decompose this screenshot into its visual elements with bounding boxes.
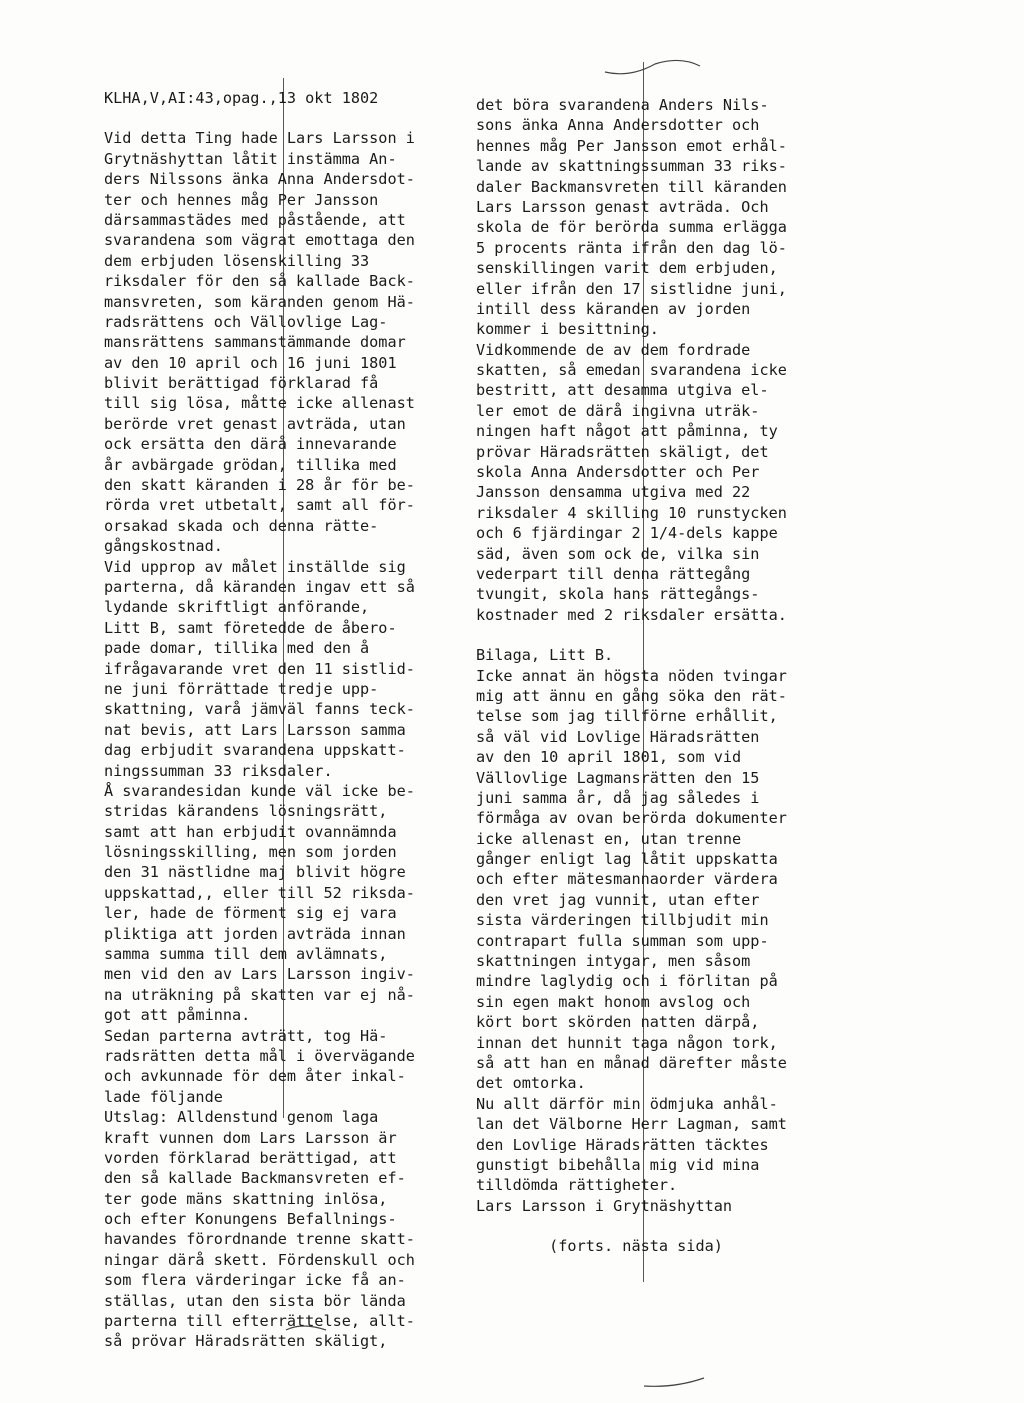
text-line: som flera värderingar icke få an-: [104, 1271, 406, 1290]
left-text-column: [104, 88, 449, 1352]
text-line: den Lovlige Häradsrätten täcktes: [476, 1135, 769, 1154]
text-line: Grytnäshyttan låtit instämma An-: [104, 149, 397, 168]
text-line: mig att ännu en gång söka den rät-: [476, 686, 787, 705]
scan-mark-bottom-right: [640, 1372, 710, 1392]
text-line: och efter mätesmannaorder värdera: [476, 870, 778, 889]
text-line: uppskattad,, eller till 52 riksda-: [104, 883, 415, 902]
text-line: ler emot de därå ingivna uträk-: [476, 401, 760, 420]
text-line: dag erbjudit svarandena uppskatt-: [104, 741, 406, 760]
blank-line: [476, 1216, 821, 1236]
text-line: orsakad skada och denna rätte-: [104, 516, 379, 535]
text-line: icke allenast en, utan trenne: [476, 829, 742, 848]
text-line: radsrätten detta mål i övervägande: [104, 1046, 415, 1065]
text-line: sons änka Anna Andersdotter och: [476, 116, 760, 135]
text-line: lade följande: [104, 1087, 223, 1106]
text-line: berörde vret genast avträda, utan: [104, 414, 406, 433]
text-line: sin egen makt honom avslog och: [476, 992, 751, 1011]
text-line: Sedan parterna avträtt, tog Hä-: [104, 1026, 388, 1045]
text-line: gångskostnad.: [104, 537, 223, 556]
text-line: säd, även som ock de, vilka sin: [476, 544, 760, 563]
text-line: got att påminna.: [104, 1006, 251, 1025]
text-line: daler Backmansvreten till käranden: [476, 177, 787, 196]
text-line: senskillingen varit dem erbjuden,: [476, 259, 778, 278]
text-line: Å svarandesidan kunde väl icke be-: [104, 781, 415, 800]
text-line: det omtorka.: [476, 1074, 586, 1093]
text-line: skattningen intygar, men såsom: [476, 952, 751, 971]
text-line: skola de för berörda summa erlägga: [476, 218, 787, 237]
text-line: det böra svarandena Anders Nils-: [476, 96, 769, 114]
text-line: kommer i besittning.: [476, 320, 659, 339]
text-line: hennes måg Per Jansson emot erhål-: [476, 136, 787, 155]
text-line: ställas, utan den sista bör lända: [104, 1291, 406, 1310]
text-line: prövar Häradsrätten skäligt, det: [476, 442, 769, 461]
text-line: vorden förklarad berättigad, att: [104, 1148, 397, 1167]
right-text-column: [476, 95, 821, 1256]
text-line: Bilaga, Litt B.: [476, 646, 614, 665]
text-line: skatten, så emedan svarandena icke: [476, 361, 787, 380]
text-line: havandes förordnande trenne skatt-: [104, 1230, 415, 1249]
text-line: lande av skattningssumman 33 riks-: [476, 157, 787, 176]
text-line: stridas kärandens lösningsrätt,: [104, 802, 388, 821]
text-line: bestritt, att desamma utgiva el-: [476, 381, 769, 400]
text-line: dem erbjuden lösenskilling 33: [104, 251, 370, 270]
text-line: ders Nilssons änka Anna Andersdot-: [104, 170, 415, 189]
text-line: men vid den av Lars Larsson ingiv-: [104, 965, 415, 984]
text-line: parterna till efterrättelse, allt-: [104, 1312, 415, 1331]
text-line: contrapart fulla summan som upp-: [476, 931, 769, 950]
text-line: lydande skriftligt anförande,: [104, 598, 370, 617]
text-line: av den 10 april och 16 juni 1801: [104, 353, 397, 372]
text-line: KLHA,V,AI:43,opag.,13 okt 1802: [104, 89, 379, 107]
text-line: pade domar, tillika med den å: [104, 639, 370, 658]
text-line: (forts. nästa sida): [476, 1237, 723, 1256]
text-line: den 31 nästlidne maj blivit högre: [104, 863, 406, 882]
text-line: så väl vid Lovlige Häradsrätten: [476, 727, 760, 746]
text-line: av den 10 april 1801, som vid: [476, 748, 742, 767]
text-line: 5 procents ränta ifrån den dag lö-: [476, 238, 787, 257]
text-line: Nu allt därför min ödmjuka anhål-: [476, 1094, 778, 1113]
text-line: mansrättens sammanstämmande domar: [104, 333, 406, 352]
text-line: Vid detta Ting hade Lars Larsson i: [104, 129, 415, 148]
text-line: parterna, då käranden ingav ett så: [104, 577, 415, 596]
text-line: riksdaler 4 skilling 10 runstycken: [476, 503, 787, 522]
text-line: Lars Larsson genast avträda. Och: [476, 197, 769, 216]
text-line: samt att han erbjudit ovannämnda: [104, 822, 397, 841]
text-line: ter gode mäns skattning inlösa,: [104, 1189, 388, 1208]
text-line: ler, hade de förment sig ej vara: [104, 904, 397, 923]
text-line: den skatt käranden i 28 år för be-: [104, 476, 415, 495]
text-line: lösningsskilling, men som jorden: [104, 843, 397, 862]
text-line: ningar därå skett. Fördenskull och: [104, 1250, 415, 1269]
text-line: och 6 fjärdingar 2 1/4-dels kappe: [476, 524, 778, 543]
text-line: gunstigt bibehålla mig vid mina: [476, 1155, 760, 1174]
text-line: telse som jag tillförne erhållit,: [476, 707, 778, 726]
text-line: sista värderingen tillbjudit min: [476, 911, 769, 930]
text-line: ter och hennes måg Per Jansson: [104, 190, 379, 209]
text-line: Litt B, samt företedde de åbero-: [104, 618, 397, 637]
text-line: Lars Larsson i Grytnäshyttan: [476, 1196, 733, 1215]
text-line: den vret jag vunnit, utan efter: [476, 890, 760, 909]
text-line: därsammastädes med påstående, att: [104, 210, 406, 229]
text-line: ifrågavarande vret den 11 sistlid-: [104, 659, 415, 678]
text-line: eller ifrån den 17 sistlidne juni,: [476, 279, 787, 298]
text-line: kraft vunnen dom Lars Larsson är: [104, 1128, 397, 1147]
blank-line: [104, 108, 449, 128]
text-line: tilldömda rättigheter.: [476, 1176, 678, 1195]
text-line: Jansson densamma utgiva med 22: [476, 483, 751, 502]
text-line: vederpart till denna rättegång: [476, 564, 751, 583]
text-line: Vidkommende de av dem fordrade: [476, 340, 751, 359]
text-line: Icke annat än högsta nöden tvingar: [476, 666, 787, 685]
text-line: ningen haft något att påminna, ty: [476, 422, 778, 441]
blank-line: [476, 625, 821, 645]
text-line: kostnader med 2 riksdaler ersätta.: [476, 605, 787, 624]
text-line: rörda vret utbetalt, samt all för-: [104, 496, 415, 515]
text-line: tvungit, skola hans rättegångs-: [476, 585, 760, 604]
text-line: juni samma år, då jag således i: [476, 788, 760, 807]
text-line: Utslag: Alldenstund genom laga: [104, 1108, 379, 1127]
text-line: den så kallade Backmansvreten ef-: [104, 1169, 406, 1188]
text-line: skola Anna Andersdotter och Per: [476, 463, 760, 482]
text-line: radsrättens och Vällovlige Lag-: [104, 312, 388, 331]
text-line: ningssumman 33 riksdaler.: [104, 761, 333, 780]
text-line: na uträkning på skatten var ej nå-: [104, 985, 415, 1004]
text-line: gånger enligt lag låtit uppskatta: [476, 850, 778, 869]
text-line: ne juni förrättade tredje upp-: [104, 679, 379, 698]
text-line: riksdaler för den så kallade Back-: [104, 272, 415, 291]
text-line: så prövar Häradsrätten skäligt,: [104, 1332, 388, 1351]
text-line: och efter Konungens Befallnings-: [104, 1210, 397, 1229]
text-line: innan det hunnit taga någon tork,: [476, 1033, 778, 1052]
text-line: skattning, varå jämväl fanns teck-: [104, 700, 415, 719]
text-line: svarandena som vägrat emottaga den: [104, 231, 415, 250]
text-line: nat bevis, att Lars Larsson samma: [104, 720, 406, 739]
text-line: Vällovlige Lagmansrätten den 15: [476, 768, 760, 787]
text-line: blivit berättigad förklarad få: [104, 374, 379, 393]
text-line: samma summa till dem avlämnats,: [104, 945, 388, 964]
text-line: till sig lösa, måtte icke allenast: [104, 394, 415, 413]
scan-mark-top: [600, 52, 710, 82]
text-line: år avbärgade grödan, tillika med: [104, 455, 397, 474]
text-line: intill dess käranden av jorden: [476, 299, 751, 318]
text-line: förmåga av ovan berörda dokumenter: [476, 809, 787, 828]
text-line: ock ersätta den därå innevarande: [104, 435, 397, 454]
text-line: lan det Välborne Herr Lagman, samt: [476, 1115, 787, 1134]
text-line: pliktiga att jorden avträda innan: [104, 924, 406, 943]
text-line: Vid upprop av målet inställde sig: [104, 557, 406, 576]
text-line: så att han en månad därefter måste: [476, 1053, 787, 1072]
text-line: mindre laglydig och i förlitan på: [476, 972, 778, 991]
text-line: kört bort skörden natten därpå,: [476, 1013, 760, 1032]
text-line: mansvreten, som käranden genom Hä-: [104, 292, 415, 311]
text-line: och avkunnade för dem åter inkal-: [104, 1067, 406, 1086]
